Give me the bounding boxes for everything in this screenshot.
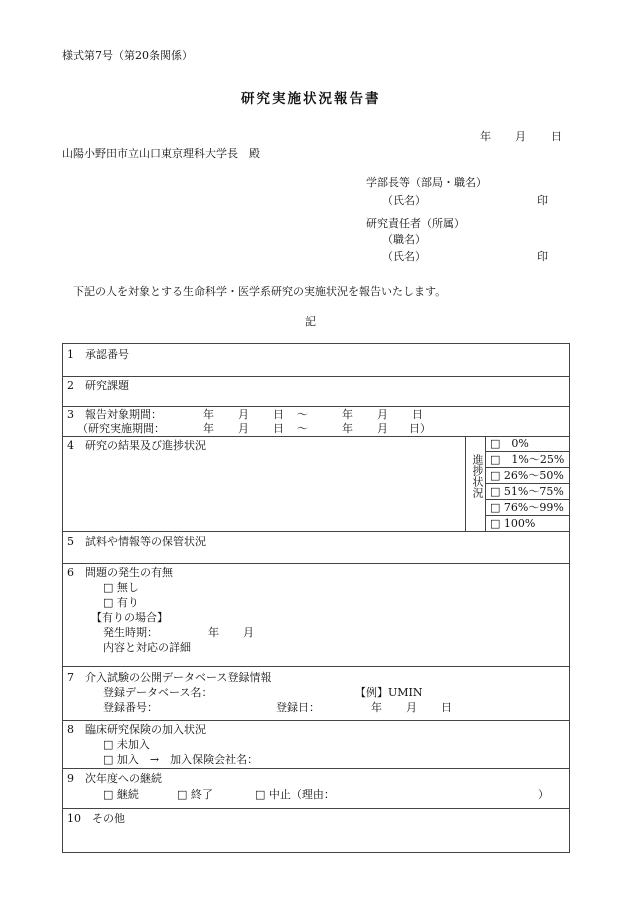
reg-no-label: 登録番号： — [103, 701, 158, 714]
progress-label-cell — [465, 436, 486, 531]
section-7-label: 7 介入試験の公開データベース登録情報 — [67, 671, 272, 684]
end-month: 月 — [377, 408, 388, 421]
tilde: ～ — [297, 422, 308, 435]
impl-end-day: 日） — [409, 422, 431, 435]
dean-name-label: （氏名） — [382, 194, 426, 207]
form-number: 様式第7号（第20条関係） — [62, 49, 193, 62]
date-day: 日 — [551, 130, 562, 143]
problem-exists-checkbox[interactable]: □ 有り — [103, 596, 139, 609]
continue-checkbox[interactable]: □ 継続 — [103, 788, 139, 801]
db-name-label: 登録データベース名： — [103, 686, 213, 699]
pi-post-label: （職名） — [382, 233, 426, 246]
section-1-label: 1 承認番号 — [67, 348, 129, 361]
impl-start-month: 月 — [238, 422, 249, 435]
row-divider — [63, 376, 569, 377]
section-2-label: 2 研究課題 — [67, 379, 129, 392]
row-divider — [63, 768, 569, 769]
start-year: 年 — [203, 408, 214, 421]
section-3-sub-label: （研究実施期間： — [77, 422, 165, 435]
impl-start-day: 日 — [273, 422, 284, 435]
progress-option-76-99[interactable]: □ 76%～99% — [486, 499, 570, 515]
impl-end-year: 年 — [342, 422, 353, 435]
seal-mark: 印 — [537, 194, 548, 207]
progress-label: 進捗状況 — [471, 454, 484, 498]
row-divider — [63, 666, 569, 667]
progress-option-1-25[interactable]: □ 1%～25% — [486, 451, 570, 467]
section-6-label: 6 問題の発生の有無 — [67, 566, 173, 579]
ki-label: 記 — [305, 315, 316, 328]
progress-option-0[interactable]: □ 0% — [490, 437, 529, 450]
reg-date-label: 登録日： — [276, 701, 320, 714]
tilde: ～ — [297, 408, 308, 421]
occurred-year: 年 — [208, 626, 219, 639]
problem-none-checkbox[interactable]: □ 無し — [103, 581, 139, 594]
date-year: 年 — [480, 130, 491, 143]
reg-day: 日 — [441, 701, 452, 714]
row-divider — [63, 808, 569, 809]
start-month: 月 — [238, 408, 249, 421]
insurance-joined-checkbox[interactable]: □ 加入 → 加入保険会社名： — [103, 753, 259, 766]
reg-month: 月 — [406, 701, 417, 714]
report-form — [62, 343, 570, 853]
start-day: 日 — [273, 408, 284, 421]
progress-box — [465, 436, 570, 531]
impl-start-year: 年 — [203, 422, 214, 435]
page-title: 研究実施状況報告書 — [241, 91, 381, 107]
db-example: 【例】UMIN — [355, 686, 423, 699]
pi-name-label: （氏名） — [382, 250, 426, 263]
end-checkbox[interactable]: □ 終了 — [177, 788, 213, 801]
section-9-label: 9 次年度への継続 — [67, 772, 162, 785]
section-8-label: 8 臨床研究保険の加入状況 — [67, 723, 206, 736]
pi-label: 研究責任者（所属） — [366, 217, 465, 230]
section-4-label: 4 研究の結果及び進捗状況 — [67, 439, 206, 452]
end-day: 日 — [412, 408, 423, 421]
occurred-label: 発生時期： — [103, 626, 158, 639]
seal-mark: 印 — [537, 250, 548, 263]
row-divider — [63, 563, 569, 564]
row-divider — [63, 406, 569, 407]
impl-end-month: 月 — [377, 422, 388, 435]
addressee: 山陽小野田市立山口東京理科大学長 殿 — [62, 147, 260, 160]
if-exists-label: 【有りの場合】 — [91, 611, 168, 624]
section-5-label: 5 試料や情報等の保管状況 — [67, 535, 206, 548]
detail-label: 内容と対応の詳細 — [103, 641, 191, 654]
progress-option-100[interactable]: □ 100% — [486, 515, 570, 531]
stop-checkbox[interactable]: □ 中止（理由： — [255, 788, 335, 801]
section-10-label: 10 その他 — [67, 812, 125, 825]
row-divider — [63, 720, 569, 721]
progress-option-51-75[interactable]: □ 51%～75% — [486, 483, 570, 499]
reg-year: 年 — [371, 701, 382, 714]
stop-reason-close: ） — [538, 788, 549, 801]
end-year: 年 — [342, 408, 353, 421]
dean-label: 学部長等（部局・職名） — [366, 176, 487, 189]
section-3-label: 3 報告対象期間： — [67, 408, 162, 421]
insurance-not-joined-checkbox[interactable]: □ 未加入 — [103, 738, 150, 751]
intro-text: 下記の人を対象とする生命科学・医学系研究の実施状況を報告いたします。 — [73, 285, 447, 298]
date-month: 月 — [515, 130, 526, 143]
occurred-month: 月 — [243, 626, 254, 639]
progress-option-26-50[interactable]: □ 26%～50% — [486, 467, 570, 483]
